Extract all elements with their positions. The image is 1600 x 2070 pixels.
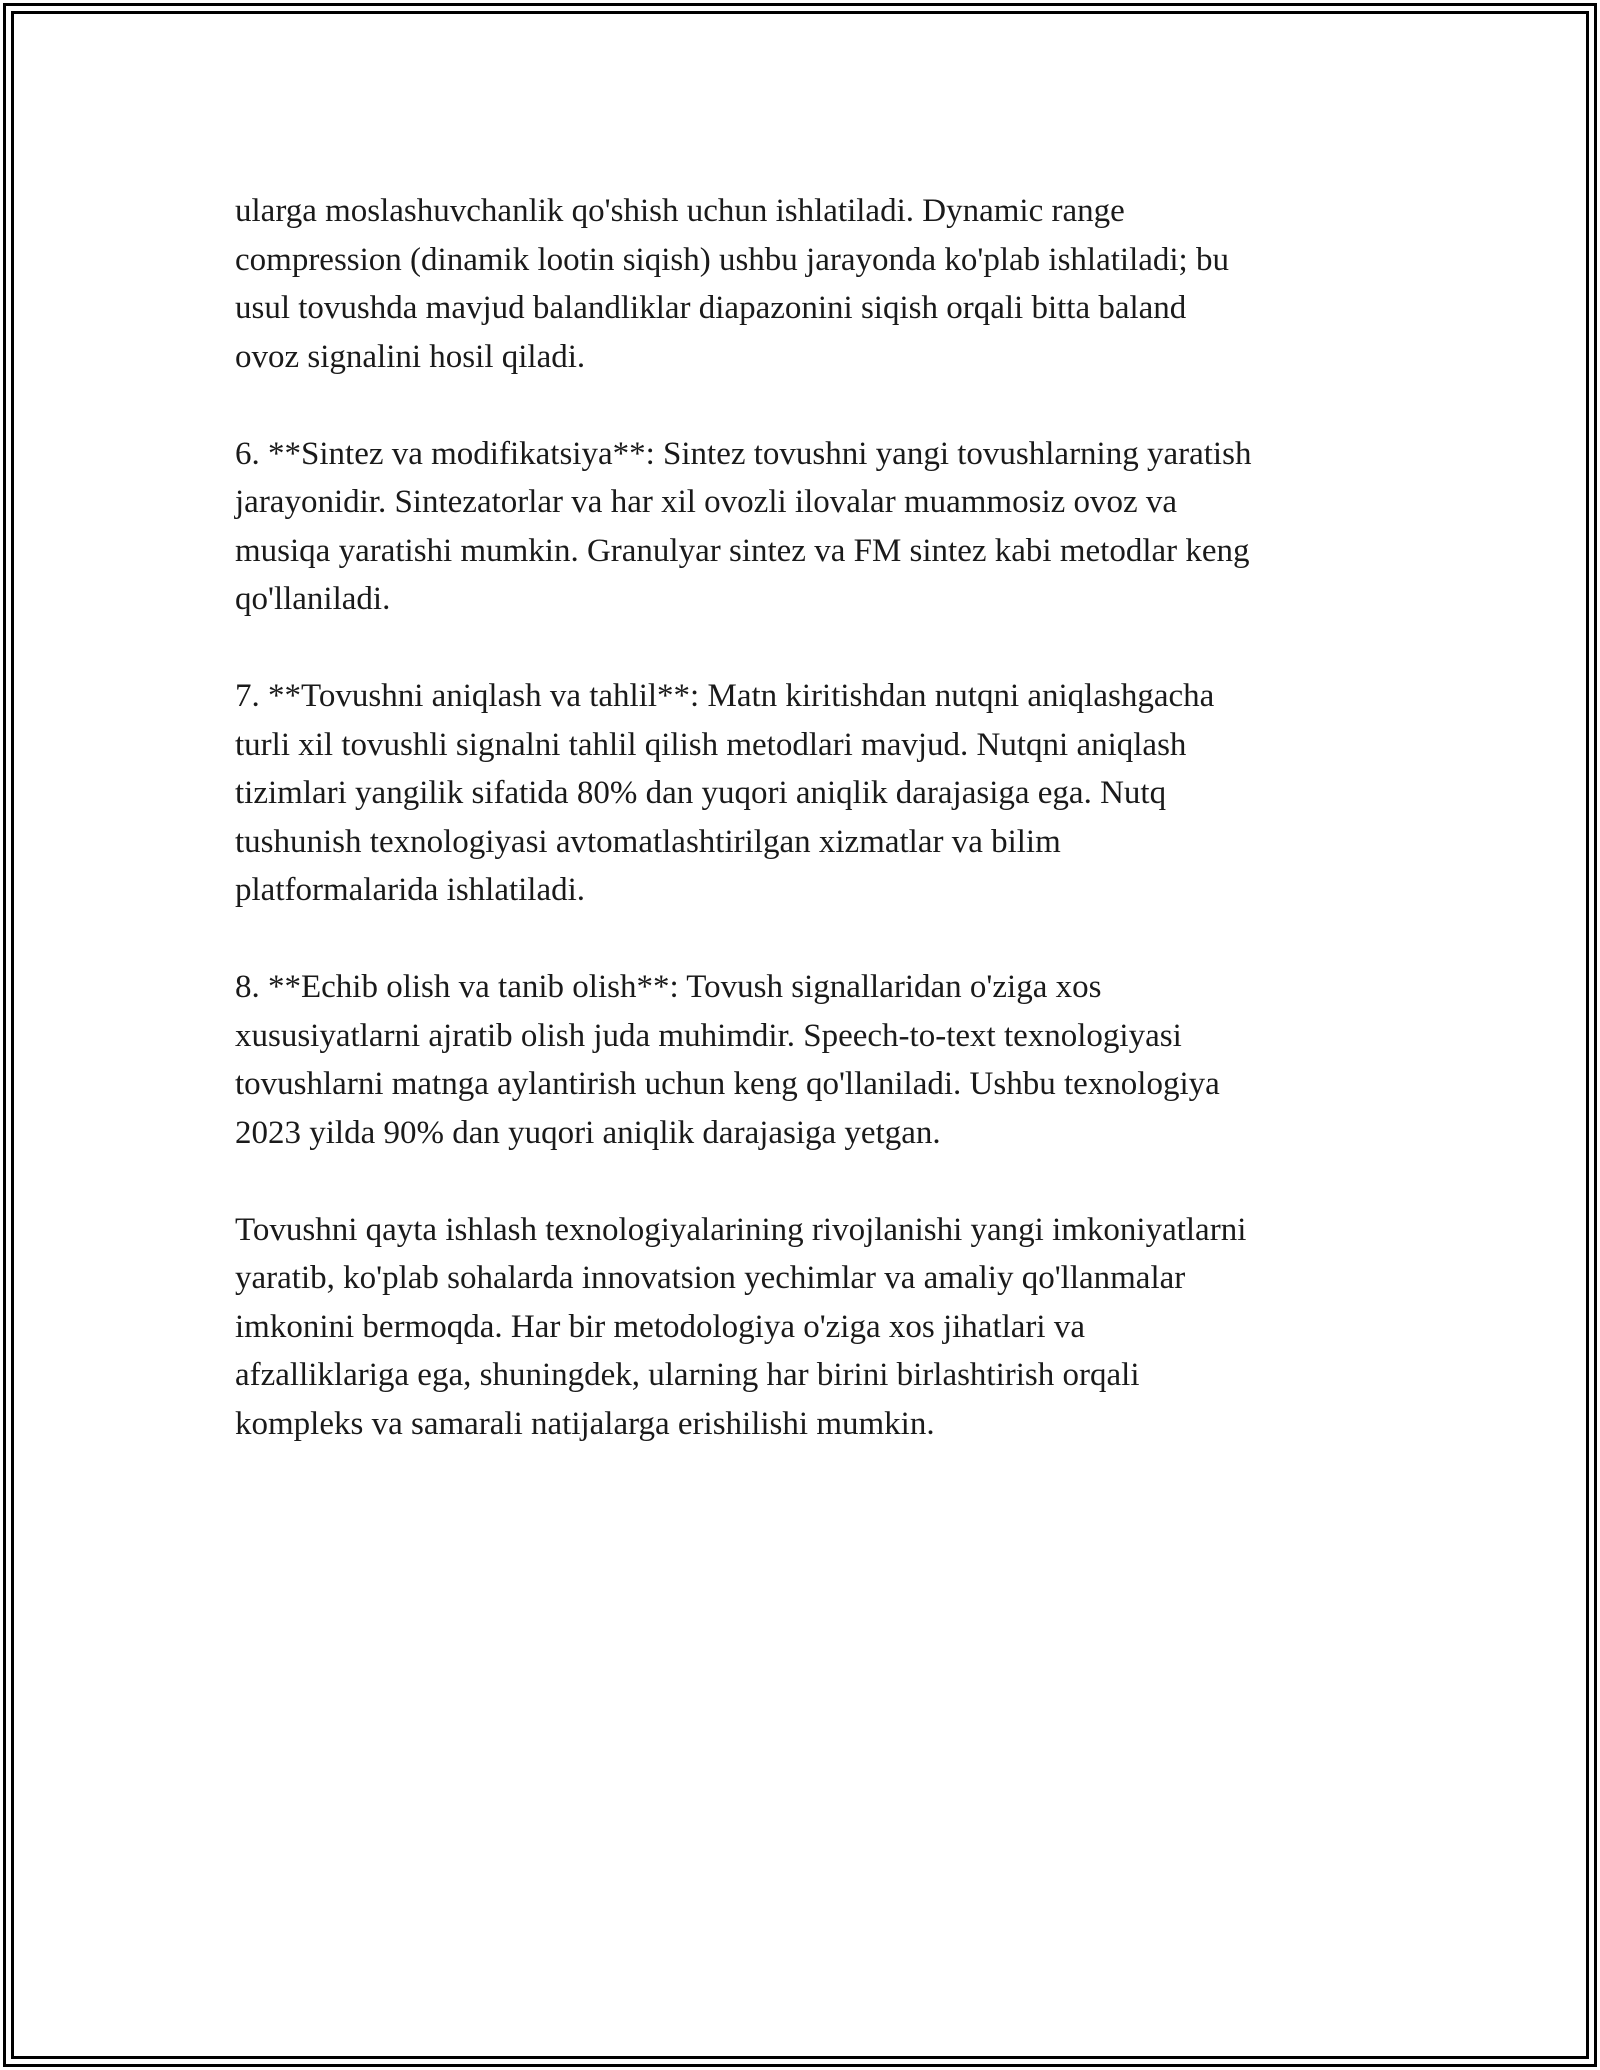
text-line: jarayonidir. Sintezatorlar va har xil ovozli ilovalar muammosiz ovoz va	[235, 484, 1178, 520]
text-line: tovushlarni matnga aylantirish uchun keng qo'llaniladi. Ushbu texnologiya	[235, 1066, 1220, 1102]
text-line: tushunish texnologiyasi avtomatlashtirilgan xizmatlar va bilim	[235, 823, 1061, 860]
text-line: turli xil tovushli signalni tahlil qilish metodlari mavjud. Nutqni aniqlash	[235, 726, 1187, 763]
text-line: ularga moslashuvchanlik qo'shish uchun ishlatiladi. Dynamic range	[235, 193, 1125, 229]
text-line: usul tovushda mavjud balandliklar diapazonini siqish orqali bitta baland	[235, 290, 1187, 326]
text-line: tizimlari yangilik sifatida 80% dan yuqori aniqlik darajasiga ega. Nutq	[235, 775, 1167, 811]
document-body	[235, 187, 1395, 1497]
text-line: qo'llaniladi.	[235, 581, 391, 617]
text-line: imkonini bermoqda. Har bir metodologiya o'ziga xos jihatlari va	[235, 1308, 1085, 1345]
text-line: kompleks va samarali natijalarga erishilishi mumkin.	[235, 1405, 935, 1442]
paragraph-item-8	[235, 963, 1395, 1157]
text-line: 8. **Echib olish va tanib olish**: Tovush signallaridan o'ziga xos	[235, 969, 1102, 1005]
text-line: yaratib, ko'plab sohalarda innovatsion yechimlar va amaliy qo'llanmalar	[235, 1260, 1186, 1296]
text-line: musiqa yaratishi mumkin. Granulyar sintez va FM sintez kabi metodlar keng	[235, 532, 1250, 569]
text-line: xususiyatlarni ajratib olish juda muhimdir. Speech-to-text texnologiyasi	[235, 1017, 1182, 1054]
text-line: 2023 yilda 90% dan yuqori aniqlik darajasiga yetgan.	[235, 1114, 941, 1151]
paragraph-item-7	[235, 672, 1395, 915]
text-line: platformalarida ishlatiladi.	[235, 872, 586, 908]
text-line: compression (dinamik lootin siqish) ushbu jarayonda ko'plab ishlatiladi; bu	[235, 241, 1229, 278]
paragraph-item-6	[235, 430, 1395, 624]
text-line: afzalliklariga ega, shuningdek, ularning har birini birlashtirish orqali	[235, 1357, 1140, 1393]
text-line: ovoz signalini hosil qiladi.	[235, 338, 586, 375]
text-line: 6. **Sintez va modifikatsiya**: Sintez tovushni yangi tovushlarning yaratish	[235, 435, 1252, 472]
paragraph-conclusion	[235, 1206, 1395, 1449]
text-line: 7. **Tovushni aniqlash va tahlil**: Matn kiritishdan nutqni aniqlashgacha	[235, 678, 1215, 714]
text-line: Tovushni qayta ishlash texnologiyalarining rivojlanishi yangi imkoniyatlarni	[235, 1211, 1247, 1248]
paragraph-continuation	[235, 187, 1395, 381]
